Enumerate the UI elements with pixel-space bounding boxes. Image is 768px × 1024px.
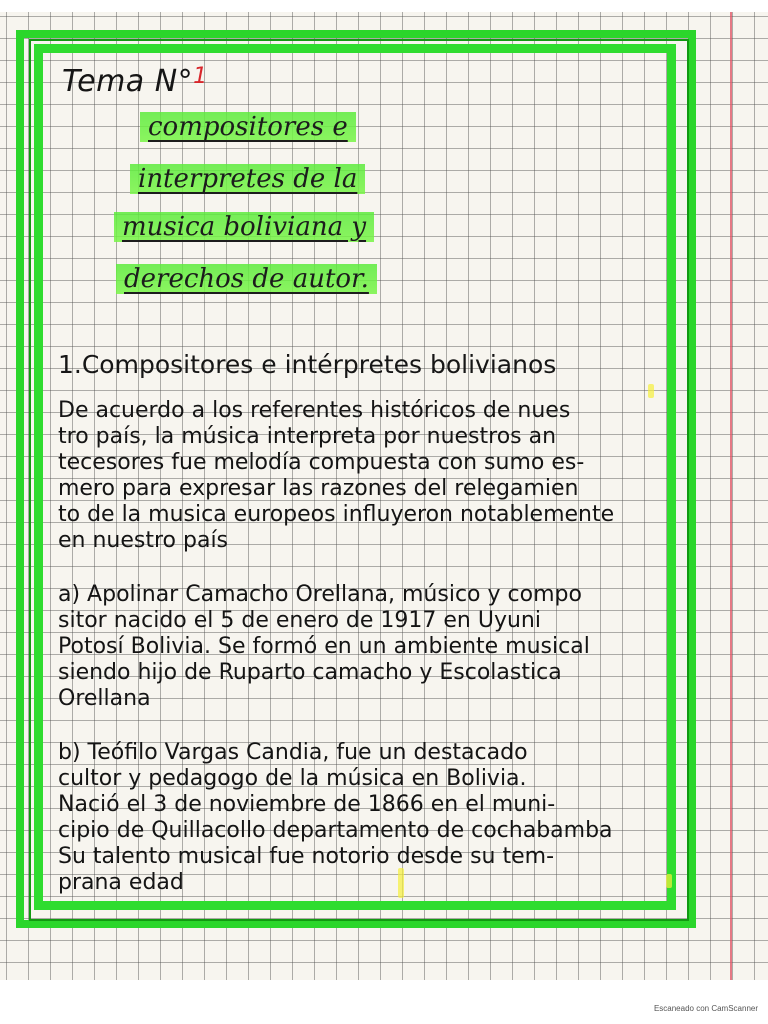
highlighter-mark <box>666 874 672 888</box>
paragraph-line: tro país, la música interpreta por nuestros an <box>58 424 557 449</box>
paragraph-line: a) Apolinar Camacho Orellana, músico y compo <box>58 582 582 607</box>
heading-number: 1 <box>193 64 208 89</box>
title-line-4: derechos de autor. <box>116 264 377 294</box>
heading-tema: Tema N° <box>62 64 194 99</box>
paragraph-line: prana edad <box>58 870 184 895</box>
paragraph-line: Potosí Bolivia. Se formó en un ambiente musical <box>58 634 590 659</box>
title-line-1: compositores e <box>140 112 356 142</box>
paragraph-line: b) Teófilo Vargas Candia, fue un destacado <box>58 740 528 765</box>
paragraph-line: to de la musica europeos influyeron notablemente <box>58 502 615 527</box>
paragraph-line: Su talento musical fue notorio desde su tem- <box>58 844 555 869</box>
paragraph-line: De acuerdo a los referentes históricos de nues <box>58 398 571 423</box>
paragraph-line: siendo hijo de Ruparto camacho y Escolastica <box>58 660 562 685</box>
paragraph-line: Orellana <box>58 686 151 711</box>
paragraph-line: en nuestro país <box>58 528 229 553</box>
paragraph-line: sitor nacido el 5 de enero de 1917 en Uyuni <box>58 608 541 633</box>
paragraph-2 <box>58 582 590 712</box>
paragraph-3 <box>58 740 613 896</box>
title-line-3: musica boliviana y <box>114 212 374 242</box>
margin-line <box>730 12 732 980</box>
section-title: 1.Compositores e intérpretes bolivianos <box>58 350 557 379</box>
highlighter-mark <box>648 384 654 398</box>
paragraph-line: mero para expresar las razones del relegamien <box>58 476 579 501</box>
paragraph-line: tecesores fue melodía compuesta con sumo es- <box>58 450 585 475</box>
page-heading <box>62 64 208 99</box>
paragraph-line: Nació el 3 de noviembre de 1866 en el muni- <box>58 792 556 817</box>
paragraph-1 <box>58 398 614 554</box>
grid-paper <box>0 12 768 980</box>
paragraph-line: cultor y pedagogo de la música en Bolivia. <box>58 766 527 791</box>
title-line-2: interpretes de la <box>130 164 365 194</box>
paragraph-line: cipio de Quillacollo departamento de cochabamba <box>58 818 613 843</box>
scanner-footer: Escaneado con CamScanner <box>653 1004 758 1013</box>
